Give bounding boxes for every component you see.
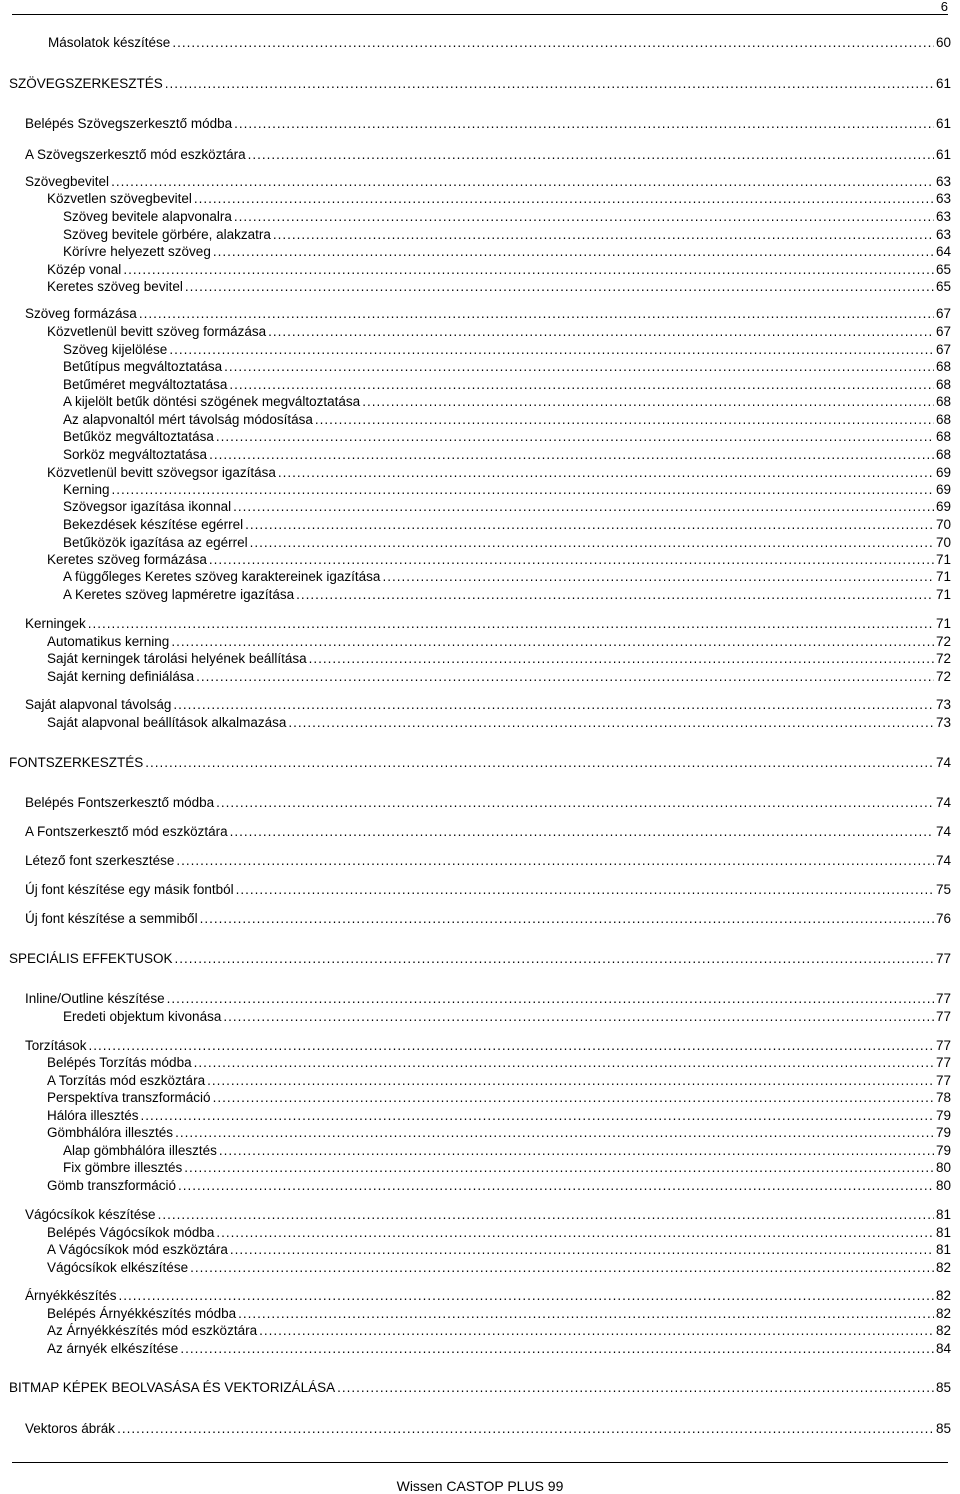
toc-entry-page: 82	[935, 1260, 951, 1275]
toc-entry-page: 65	[935, 279, 951, 294]
toc-entry-page: 81	[935, 1207, 951, 1222]
toc-entry-page: 68	[935, 394, 951, 409]
toc-entry-label: Szöveg kijelölése	[63, 342, 168, 357]
toc-entry-label: Betűköz megváltoztatása	[63, 429, 214, 444]
toc-entry-label: Belépés Szövegszerkesztő módba	[25, 116, 233, 131]
dot-leader	[229, 376, 934, 394]
dot-leader	[233, 498, 934, 516]
dot-leader	[119, 1287, 934, 1305]
toc-entry-page: 63	[935, 174, 951, 189]
dot-leader	[117, 1420, 934, 1438]
toc-entry-label: BITMAP KÉPEK BEOLVASÁSA ÉS VEKTORIZÁLÁSA	[9, 1380, 336, 1395]
toc-entry	[63, 428, 951, 446]
toc-entry-page: 74	[935, 795, 951, 810]
toc-entry	[47, 323, 951, 341]
dot-leader	[123, 261, 934, 279]
dot-leader	[167, 990, 934, 1008]
toc-entry	[25, 696, 951, 714]
dot-leader	[238, 1305, 934, 1323]
toc-entry-page: 63	[935, 191, 951, 206]
toc-entry	[25, 852, 951, 870]
toc-entry	[25, 615, 951, 633]
toc-entry-label: SZÖVEGSZERKESZTÉS	[9, 76, 163, 91]
toc-entry-label: Közvetlenül bevitt szövegsor igazítása	[47, 465, 276, 480]
toc-entry	[63, 393, 951, 411]
toc-entry	[25, 910, 951, 928]
toc-entry	[25, 990, 951, 1008]
toc-entry-label: Belépés Torzítás módba	[47, 1055, 192, 1070]
toc-entry-label: Vektoros ábrák	[25, 1421, 116, 1436]
toc-entry	[47, 633, 951, 651]
toc-entry-label: Bekezdések készítése egérrel	[63, 517, 244, 532]
toc-entry-label: Keretes szöveg formázása	[47, 552, 207, 567]
toc-entry	[63, 516, 951, 534]
toc-entry	[63, 226, 951, 244]
toc-entry-label: Sorköz megváltoztatása	[63, 447, 208, 462]
dot-leader	[178, 1177, 934, 1195]
toc-entry-label: Kerning	[63, 482, 110, 497]
dot-leader	[141, 1107, 934, 1125]
toc-entry-label: Közvetlen szövegbevitel	[47, 191, 192, 206]
toc-entry-page: 78	[935, 1090, 951, 1105]
dot-leader	[224, 358, 934, 376]
dot-leader	[173, 696, 934, 714]
toc-entry-page: 84	[935, 1341, 951, 1356]
toc-entry-label: Az Árnyékkészítés mód eszköztára	[47, 1323, 258, 1338]
toc-entry-label: Betűtípus megváltoztatása	[63, 359, 223, 374]
toc-entry-label: Szöveg bevitele görbére, alakzatra	[63, 227, 271, 242]
dot-leader	[196, 668, 934, 686]
toc-entry-label: Közvetlenül bevitt szöveg formázása	[47, 324, 267, 339]
dot-leader	[145, 754, 934, 772]
toc-entry	[63, 208, 951, 226]
footer-text: Wissen CASTOP PLUS 99	[396, 1478, 564, 1494]
dot-leader	[250, 534, 934, 552]
toc-entry-label: Létező font szerkesztése	[25, 853, 175, 868]
toc-entry-page: 77	[935, 951, 951, 966]
dot-leader	[245, 516, 934, 534]
toc-entry-label: Alap gömbhálóra illesztés	[63, 1143, 217, 1158]
toc-entry-label: Közép vonal	[47, 262, 122, 277]
toc-entry-label: Eredeti objektum kivonása	[63, 1009, 222, 1024]
toc-entry	[63, 534, 951, 552]
toc-entry-page: 72	[935, 634, 951, 649]
toc-entry-label: Automatikus kerning	[47, 634, 170, 649]
dot-leader	[175, 950, 934, 968]
dot-leader	[230, 823, 934, 841]
dot-leader	[172, 34, 934, 52]
toc-entry	[47, 1072, 951, 1090]
toc-entry	[47, 261, 951, 279]
toc-entry	[47, 464, 951, 482]
toc-entry-page: 71	[935, 587, 951, 602]
toc-entry-label: Keretes szöveg bevitel	[47, 279, 183, 294]
toc-entry-label: Betűközök igazítása az egérrel	[63, 535, 248, 550]
dot-leader	[288, 714, 934, 732]
toc-entry-label: Belépés Fontszerkesztő módba	[25, 795, 215, 810]
toc-entry-label: Saját alapvonal beállítások alkalmazása	[47, 715, 287, 730]
dot-leader	[259, 1322, 934, 1340]
toc-entry-label: Új font készítése egy másik fontból	[25, 882, 234, 897]
toc-entry	[47, 1340, 951, 1358]
toc-entry-label: Körívre helyezett szöveg	[63, 244, 211, 259]
dot-leader	[337, 1379, 934, 1397]
toc-entry-page: 71	[935, 552, 951, 567]
toc-entry-page: 77	[935, 1073, 951, 1088]
toc-entry-page: 61	[935, 116, 951, 131]
toc-entry-label: Perspektíva transzformáció	[47, 1090, 211, 1105]
toc-entry-label: A Szövegszerkesztő mód eszköztára	[25, 147, 246, 162]
toc-entry-page: 61	[935, 147, 951, 162]
toc-entry	[63, 376, 951, 394]
dot-leader	[158, 1206, 934, 1224]
toc-entry-page: 71	[935, 616, 951, 631]
dot-leader	[185, 278, 934, 296]
toc-entry-label: A Vágócsíkok mód eszköztára	[47, 1242, 228, 1257]
dot-leader	[315, 411, 934, 429]
toc-entry-label: Saját kerningek tárolási helyének beállítása	[47, 651, 307, 666]
dot-leader	[88, 615, 934, 633]
dot-leader	[111, 173, 934, 191]
toc-entry	[47, 190, 951, 208]
toc-entry-page: 75	[935, 882, 951, 897]
toc-entry	[9, 1379, 951, 1397]
dot-leader	[165, 75, 934, 93]
dot-leader	[175, 1124, 934, 1142]
toc-entry-label: Vágócsíkok elkészítése	[47, 1260, 189, 1275]
toc-entry-page: 77	[935, 1009, 951, 1024]
toc-entry	[47, 551, 951, 569]
toc-entry	[47, 1224, 951, 1242]
toc-entry-page: 64	[935, 244, 951, 259]
toc-entry-page: 85	[935, 1421, 951, 1436]
dot-leader	[213, 1089, 934, 1107]
toc-entry	[47, 1305, 951, 1323]
dot-leader	[268, 323, 934, 341]
toc-entry	[47, 1259, 951, 1277]
toc-entry	[63, 1008, 951, 1026]
toc-entry-page: 67	[935, 324, 951, 339]
toc-entry	[63, 568, 951, 586]
toc-entry	[63, 341, 951, 359]
toc-entry-page: 69	[935, 499, 951, 514]
toc-entry-label: Szöveg formázása	[25, 306, 137, 321]
toc-entry-label: Fix gömbre illesztés	[63, 1160, 183, 1175]
toc-entry-label: Másolatok készítése	[48, 35, 171, 50]
toc-entry-label: A Keretes szöveg lapméretre igazítása	[63, 587, 295, 602]
footer-rule	[12, 1462, 948, 1463]
dot-leader	[176, 852, 934, 870]
dot-leader	[213, 243, 934, 261]
toc-entry-label: Új font készítése a semmiből	[25, 911, 198, 926]
dot-leader	[219, 1142, 934, 1160]
dot-leader	[362, 393, 934, 411]
toc-entry-page: 69	[935, 465, 951, 480]
toc-entry	[47, 1124, 951, 1142]
toc-entry	[25, 1287, 951, 1305]
toc-entry	[47, 668, 951, 686]
toc-entry-label: A kijelölt betűk döntési szögének megváltoztatása	[63, 394, 361, 409]
toc-entry-page: 80	[935, 1178, 951, 1193]
toc-entry	[63, 586, 951, 604]
toc-entry-label: Gömbhálóra illesztés	[47, 1125, 174, 1140]
dot-leader	[194, 1054, 934, 1072]
toc-entry	[47, 1089, 951, 1107]
dot-leader	[180, 1340, 934, 1358]
toc-entry-page: 68	[935, 377, 951, 392]
toc-entry-label: Saját kerning definiálása	[47, 669, 195, 684]
dot-leader	[248, 146, 934, 164]
toc-entry-label: Kerningek	[25, 616, 86, 631]
toc-entry-page: 77	[935, 1055, 951, 1070]
toc-entry-page: 68	[935, 359, 951, 374]
toc-entry-page: 74	[935, 824, 951, 839]
toc-entry-label: Belépés Árnyékkészítés módba	[47, 1306, 237, 1321]
toc-entry	[25, 115, 951, 133]
toc-entry-label: SPECIÁLIS EFFEKTUSOK	[9, 951, 173, 966]
toc-entry-page: 60	[935, 35, 951, 50]
dot-leader	[278, 464, 934, 482]
toc-entry-label: Belépés Vágócsíkok módba	[47, 1225, 215, 1240]
toc-entry	[25, 1420, 951, 1438]
page-number: 6	[940, 0, 948, 14]
toc-entry-page: 79	[935, 1108, 951, 1123]
toc-entry	[47, 714, 951, 732]
toc-entry-label: Hálóra illesztés	[47, 1108, 139, 1123]
toc-entry-page: 71	[935, 569, 951, 584]
toc-entry-page: 65	[935, 262, 951, 277]
toc-entry-page: 68	[935, 447, 951, 462]
toc-entry	[47, 1054, 951, 1072]
toc-entry	[47, 1241, 951, 1259]
toc-entry-page: 67	[935, 342, 951, 357]
dot-leader	[169, 341, 934, 359]
toc-entry-label: Szövegsor igazítása ikonnal	[63, 499, 232, 514]
toc-entry-label: A függőleges Keretes szöveg karaktereinek igazítása	[63, 569, 381, 584]
toc-entry-page: 68	[935, 412, 951, 427]
toc-entry-label: Az árnyék elkészítése	[47, 1341, 179, 1356]
toc-entry-label: Inline/Outline készítése	[25, 991, 165, 1006]
toc-entry-page: 79	[935, 1125, 951, 1140]
dot-leader	[309, 650, 934, 668]
toc-entry	[63, 411, 951, 429]
dot-leader	[194, 190, 934, 208]
toc-entry	[47, 650, 951, 668]
dot-leader	[139, 305, 934, 323]
toc-entry	[25, 305, 951, 323]
toc-entry-page: 61	[935, 76, 951, 91]
toc-entry	[47, 1322, 951, 1340]
toc-entry	[63, 243, 951, 261]
toc-entry-page: 72	[935, 669, 951, 684]
toc-entry	[63, 1142, 951, 1160]
toc-entry-label: FONTSZERKESZTÉS	[9, 755, 144, 770]
toc-entry-page: 81	[935, 1242, 951, 1257]
toc-entry-page: 70	[935, 535, 951, 550]
toc-entry-page: 73	[935, 715, 951, 730]
toc-entry-page: 63	[935, 227, 951, 242]
toc-entry-page: 72	[935, 651, 951, 666]
dot-leader	[184, 1159, 934, 1177]
dot-leader	[207, 1072, 934, 1090]
toc-entry	[9, 950, 951, 968]
dot-leader	[223, 1008, 934, 1026]
toc-entry	[25, 881, 951, 899]
toc-entry-label: A Fontszerkesztő mód eszköztára	[25, 824, 228, 839]
toc-entry	[63, 1159, 951, 1177]
dot-leader	[234, 208, 934, 226]
toc-entry-page: 68	[935, 429, 951, 444]
toc-entry	[47, 278, 951, 296]
dot-leader	[200, 910, 934, 928]
toc-entry-label: Betűméret megváltoztatása	[63, 377, 228, 392]
toc-entry-page: 82	[935, 1306, 951, 1321]
toc-entry-page: 79	[935, 1143, 951, 1158]
dot-leader	[382, 568, 934, 586]
dot-leader	[273, 226, 934, 244]
dot-leader	[230, 1241, 934, 1259]
toc-entry-label: Torzítások	[25, 1038, 87, 1053]
dot-leader	[171, 633, 934, 651]
dot-leader	[236, 881, 934, 899]
dot-leader	[112, 481, 934, 499]
toc-entry-page: 77	[935, 1038, 951, 1053]
toc-entry	[9, 754, 951, 772]
toc-entry	[48, 34, 951, 52]
toc-entry-label: Az alapvonaltól mért távolság módosítása	[63, 412, 313, 427]
dot-leader	[89, 1037, 934, 1055]
dot-leader	[234, 115, 934, 133]
dot-leader	[216, 794, 934, 812]
toc-entry-label: Gömb transzformáció	[47, 1178, 177, 1193]
toc-entry-label: Saját alapvonal távolság	[25, 697, 172, 712]
toc-entry-page: 70	[935, 517, 951, 532]
toc-entry-page: 73	[935, 697, 951, 712]
toc-entry-page: 80	[935, 1160, 951, 1175]
toc-entry-label: Szöveg bevitele alapvonalra	[63, 209, 232, 224]
dot-leader	[216, 1224, 934, 1242]
toc-entry	[25, 823, 951, 841]
toc-entry-page: 74	[935, 853, 951, 868]
toc-entry-label: A Torzítás mód eszköztára	[47, 1073, 206, 1088]
toc-entry-page: 82	[935, 1323, 951, 1338]
toc-entry	[9, 75, 951, 93]
toc-entry	[25, 794, 951, 812]
toc-entry	[63, 498, 951, 516]
toc-entry	[25, 146, 951, 164]
toc-entry	[25, 1037, 951, 1055]
dot-leader	[190, 1259, 934, 1277]
toc-entry-page: 82	[935, 1288, 951, 1303]
toc-entry-page: 69	[935, 482, 951, 497]
toc-entry	[47, 1177, 951, 1195]
toc-entry-label: Szövegbevitel	[25, 174, 110, 189]
toc-entry	[47, 1107, 951, 1125]
toc-entry-page: 77	[935, 991, 951, 1006]
toc-entry-label: Vágócsíkok készítése	[25, 1207, 156, 1222]
dot-leader	[209, 446, 934, 464]
dot-leader	[209, 551, 934, 569]
toc-entry-page: 81	[935, 1225, 951, 1240]
dot-leader	[216, 428, 934, 446]
toc-entry	[25, 173, 951, 191]
toc-entry-page: 67	[935, 306, 951, 321]
toc-entry-page: 74	[935, 755, 951, 770]
toc-entry	[63, 446, 951, 464]
toc-entry	[25, 1206, 951, 1224]
toc-entry	[63, 358, 951, 376]
toc-entry	[63, 481, 951, 499]
toc-entry-label: Árnyékkészítés	[25, 1288, 117, 1303]
toc-entry-page: 85	[935, 1380, 951, 1395]
dot-leader	[296, 586, 934, 604]
toc-entry-page: 76	[935, 911, 951, 926]
toc-entry-page: 63	[935, 209, 951, 224]
